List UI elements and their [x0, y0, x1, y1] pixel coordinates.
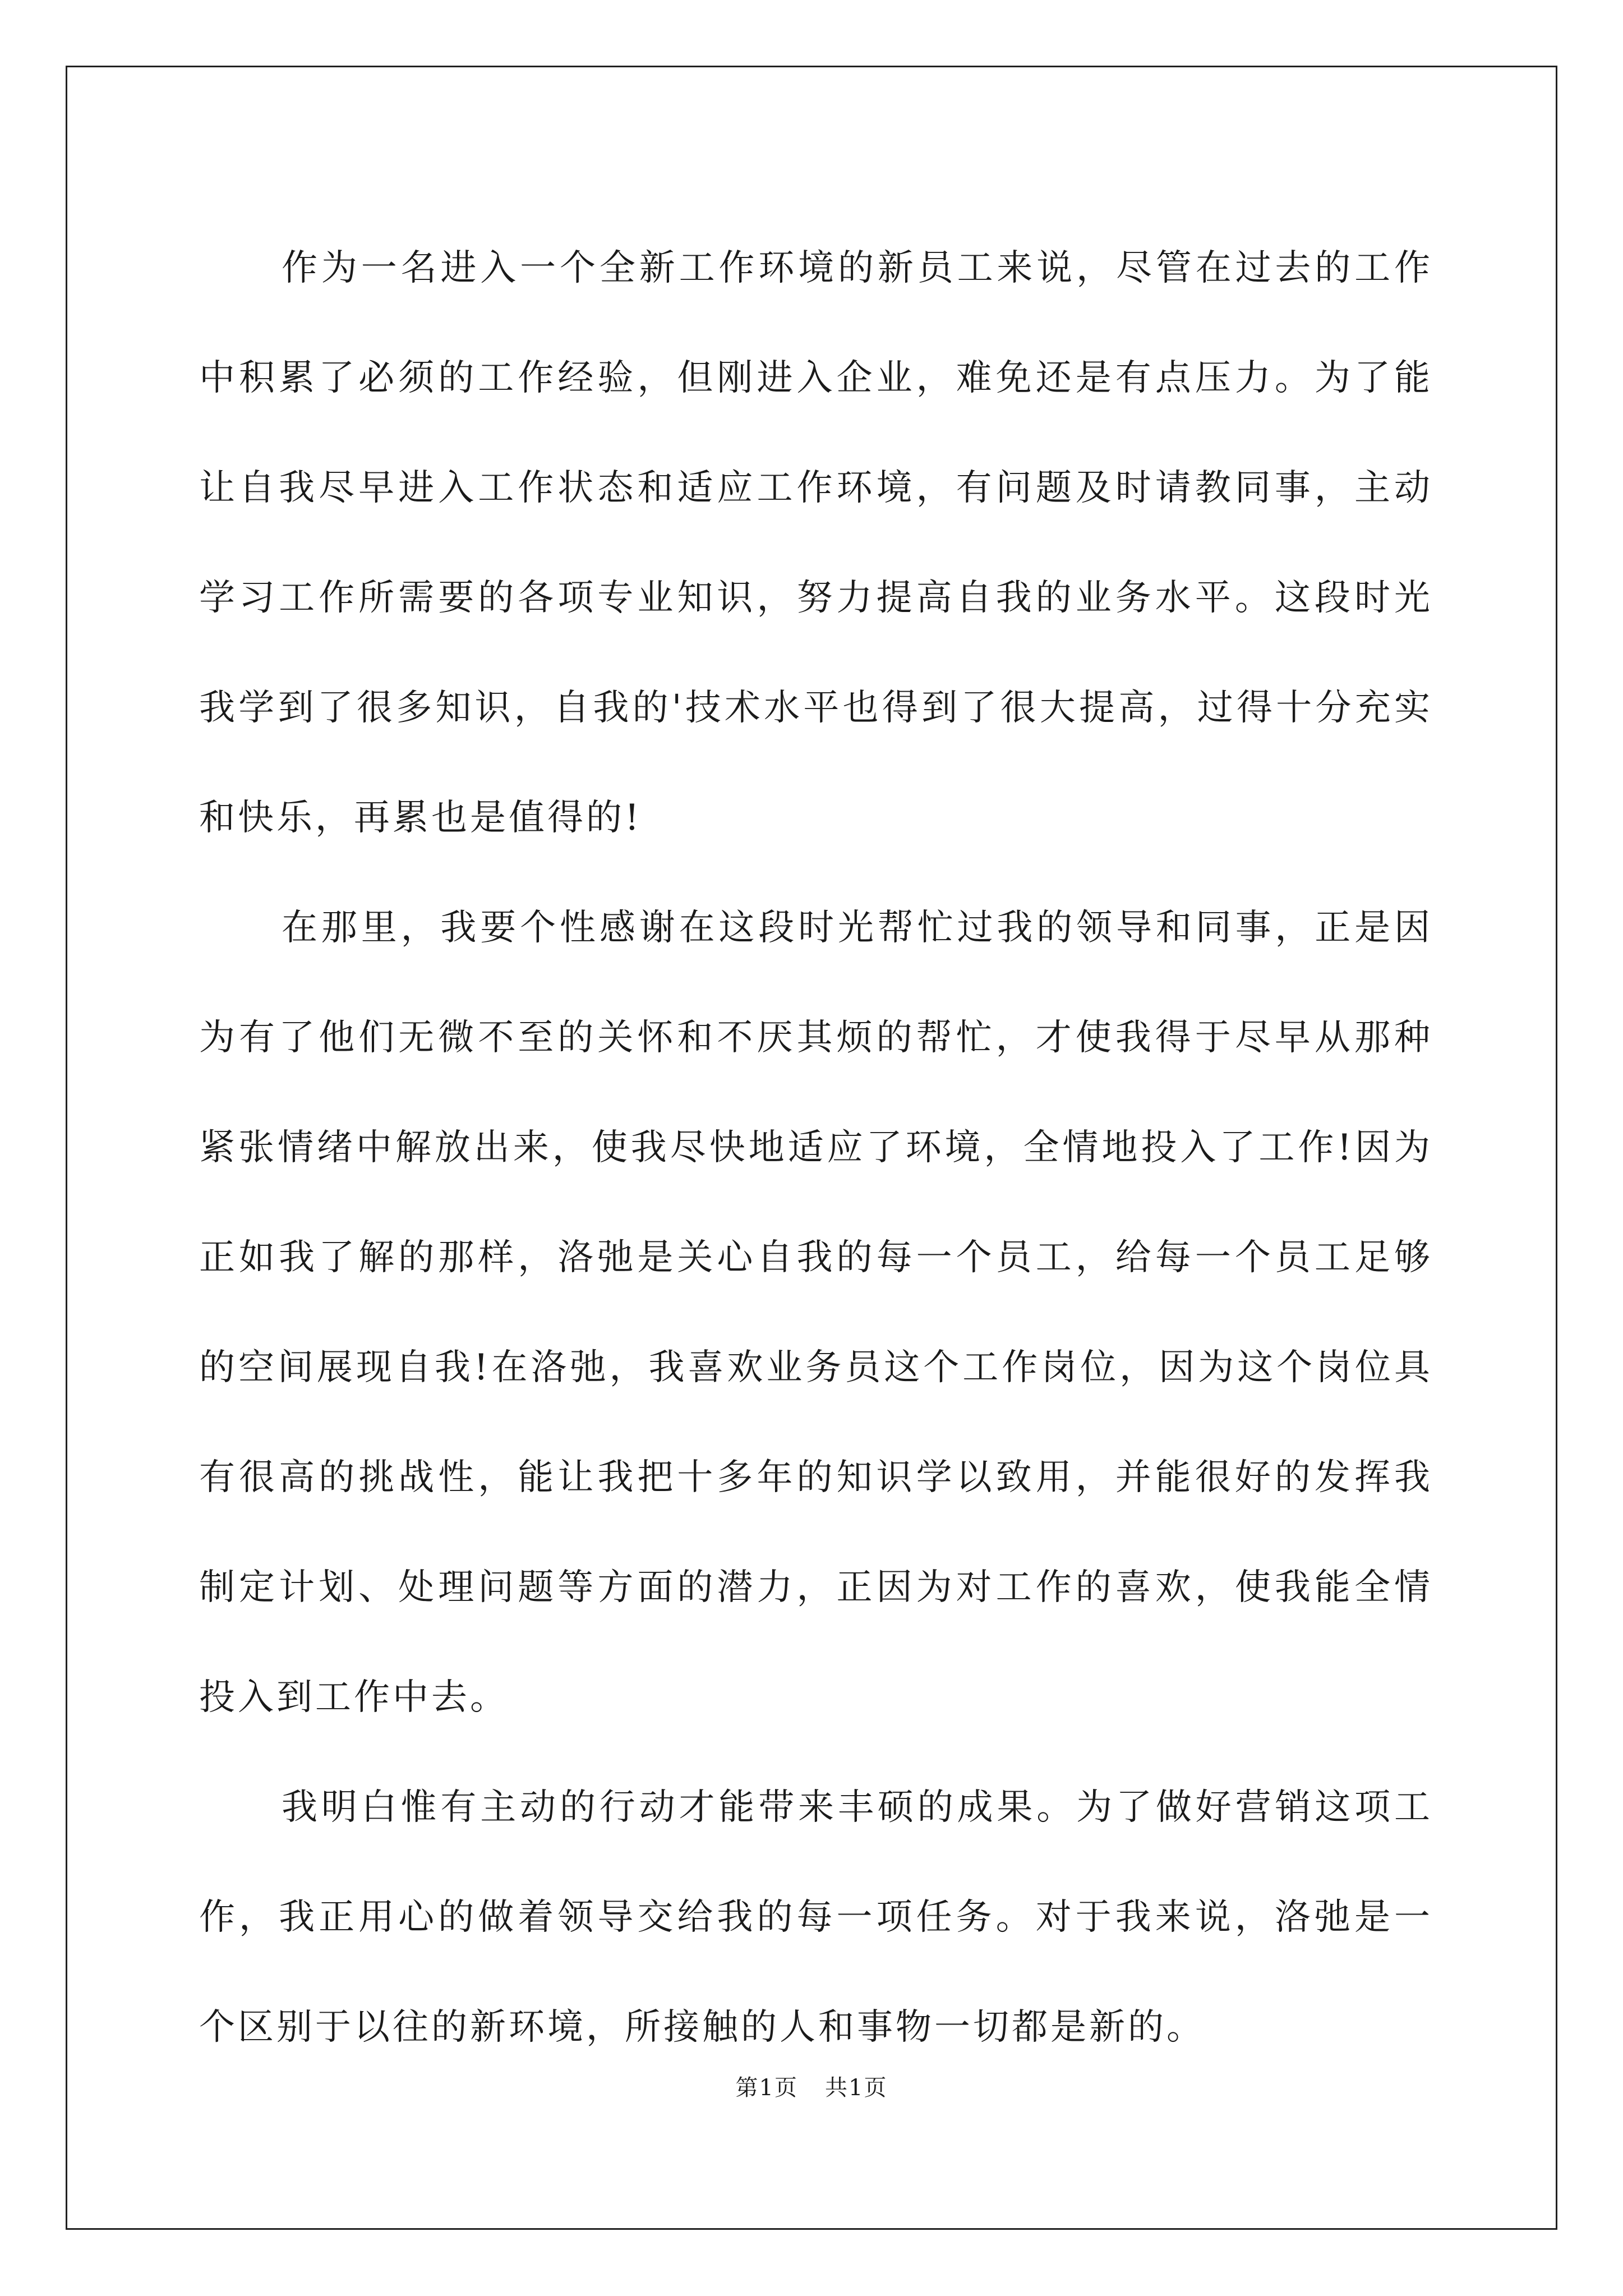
- page-number: 第1页: [735, 2075, 798, 2101]
- document-body: [199, 213, 1433, 2082]
- page-total: 共1页: [825, 2075, 888, 2101]
- page-footer: [0, 2070, 1623, 2102]
- paragraph-2: 在那里，我要个性感谢在这段时光帮忙过我的领导和同事，正是因为有了他们无微不至的关怀和不厌其烦的帮忙，才使我得于尽早从那种紧张情绪中解放出来，使我尽快地适应了环境，全情地投入了工作!因为正如我了解的那样，洛弛是关心自我的每一个员工，给每一个员工足够的空间展现自我!在洛弛，我喜欢业务员这个工作岗位，因为这个岗位具有很高的挑战性，能让我把十多年的知识学以致用，并能很好的发挥我制定计划、处理问题等方面的潜力，正因为对工作的喜欢，使我能全情投入到工作中去。: [199, 907, 1433, 1718]
- paragraph-3: 我明白惟有主动的行动才能带来丰硕的成果。为了做好营销这项工作，我正用心的做着领导交给我的每一项任务。对于我来说，洛弛是一个区别于以往的新环境，所接触的人和事物一切都是新的。: [199, 1787, 1433, 2048]
- paragraph-1: 作为一名进入一个全新工作环境的新员工来说，尽管在过去的工作中积累了必须的工作经验，但刚进入企业，难免还是有点压力。为了能让自我尽早进入工作状态和适应工作环境，有问题及时请教同事，主动学习工作所需要的各项专业知识，努力提高自我的业务水平。这段时光我学到了很多知识，自我的'技术水平也得到了很大提高，过得十分充实和快乐，再累也是值得的!: [199, 247, 1433, 839]
